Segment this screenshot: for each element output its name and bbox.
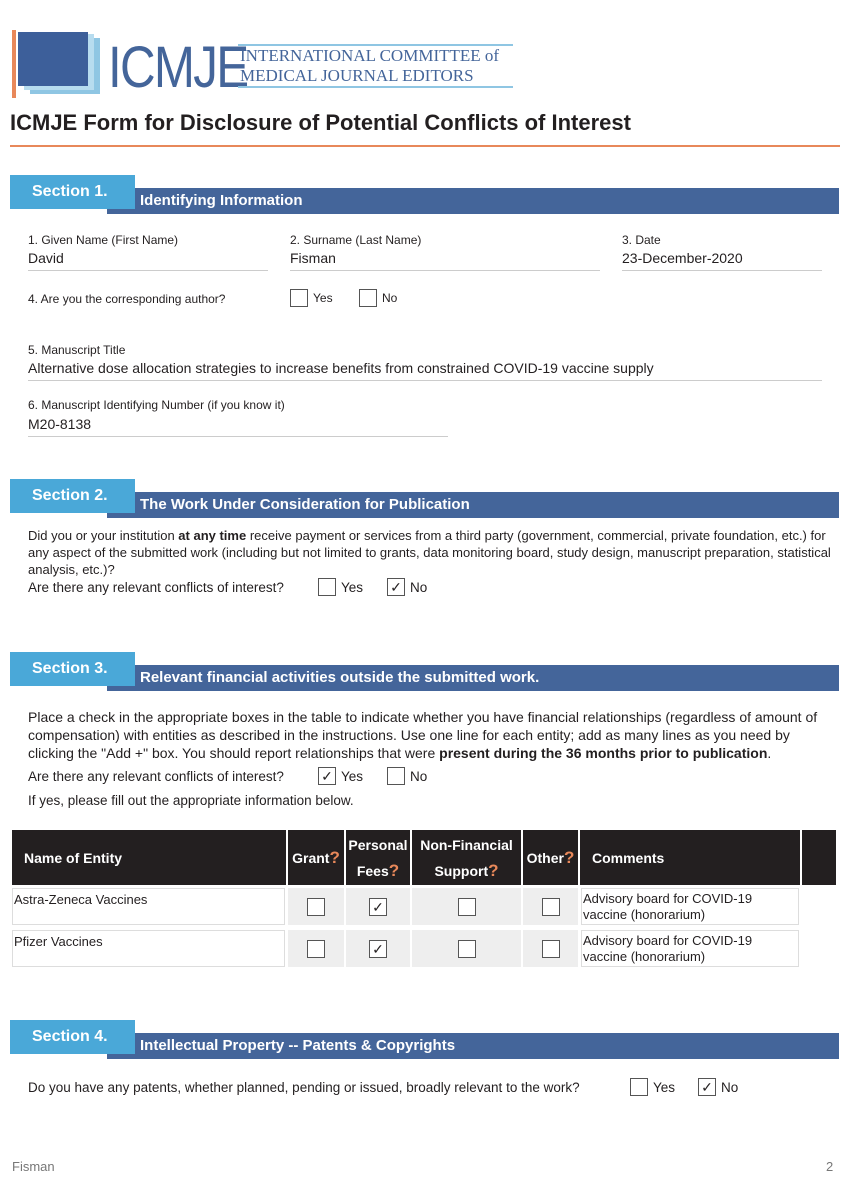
corresponding-no[interactable]: No — [359, 289, 397, 307]
date-field[interactable]: 23-December-2020 — [622, 250, 822, 271]
grant-cell — [288, 888, 344, 925]
corresponding-author-label: 4. Are you the corresponding author? — [28, 292, 226, 306]
nonfin-cell — [412, 888, 521, 925]
header-personal-fees: Personal Fees? — [346, 830, 410, 885]
yes-checkbox[interactable] — [290, 289, 308, 307]
help-icon[interactable]: ? — [563, 847, 575, 867]
surname-field[interactable]: Fisman — [290, 250, 600, 271]
section1-label: Section 1. — [10, 175, 135, 209]
no-checkbox[interactable]: ✓ — [698, 1078, 716, 1096]
given-name-label: 1. Given Name (First Name) — [28, 233, 179, 247]
other-cell — [523, 888, 578, 925]
no-checkbox[interactable]: ✓ — [387, 578, 405, 596]
other-checkbox[interactable] — [542, 940, 560, 958]
nonfin-cell — [412, 930, 521, 967]
section2-description: Did you or your institution at any time receive payment or services from a third party (government, commercial, private foundation, etc.) for any aspect of the submitted work (including but not limited to grants, data monitoring board, study design, manuscript preparation, statistical analysis, etc.)? — [28, 528, 831, 577]
header-extra — [802, 830, 836, 885]
yes-checkbox[interactable] — [318, 578, 336, 596]
section3-heading: Relevant financial activities outside the submitted work. — [107, 665, 839, 691]
given-name-field[interactable]: David — [28, 250, 268, 271]
icmje-logo-globe — [8, 32, 98, 94]
date-label: 3. Date — [622, 233, 661, 247]
section3-no[interactable]: No — [387, 767, 427, 785]
header-comments: Comments — [580, 830, 800, 885]
page-number: 2 — [826, 1159, 834, 1174]
section2-question: Are there any relevant conflicts of interest? — [28, 580, 284, 595]
manuscript-id-label: 6. Manuscript Identifying Number (if you know it) — [28, 398, 285, 412]
section2-yes[interactable]: Yes — [318, 578, 363, 596]
no-checkbox[interactable] — [359, 289, 377, 307]
section2-heading: The Work Under Consideration for Publication — [107, 492, 839, 518]
header-other: Other ? — [523, 830, 578, 885]
fill-instruction: If yes, please fill out the appropriate information below. — [28, 793, 354, 808]
section4-heading: Intellectual Property -- Patents & Copyrights — [107, 1033, 839, 1059]
section4-label: Section 4. — [10, 1020, 135, 1054]
grant-cell — [288, 930, 344, 967]
section4-no[interactable]: ✓ No — [698, 1078, 738, 1096]
section4-yes[interactable]: Yes — [630, 1078, 675, 1096]
footer-name: Fisman — [12, 1159, 55, 1174]
personal-checkbox[interactable]: ✓ — [369, 940, 387, 958]
logo-acronym: ICMJE — [108, 35, 248, 100]
section3-description: Place a check in the appropriate boxes in the table to indicate whether you have financial relationships (regardless of amount of compensation) with entities as described in the instructions. Use one line for each entity; add as many lines as you need by clicking the "Add +" box. You should report relationships that were present during the 36 months prior to publication. — [28, 709, 818, 761]
manuscript-id-field[interactable]: M20-8138 — [28, 416, 448, 437]
help-icon[interactable]: ? — [488, 860, 499, 880]
help-icon[interactable]: ? — [388, 860, 400, 880]
nonfin-checkbox[interactable] — [458, 898, 476, 916]
comments-field[interactable]: Advisory board for COVID-19 vaccine (honorarium) — [581, 930, 799, 967]
personal-checkbox[interactable]: ✓ — [369, 898, 387, 916]
section1-heading: Identifying Information — [107, 188, 839, 214]
title-divider — [10, 145, 840, 147]
logo-subtitle: INTERNATIONAL COMMITTEE of MEDICAL JOURNAL EDITORS — [238, 44, 513, 88]
other-checkbox[interactable] — [542, 898, 560, 916]
yes-checkbox[interactable] — [630, 1078, 648, 1096]
manuscript-title-field[interactable]: Alternative dose allocation strategies to increase benefits from constrained COVID-19 vaccine supply — [28, 360, 822, 381]
entity-name-field[interactable]: Astra-Zeneca Vaccines — [12, 888, 285, 925]
header-grant: Grant ? — [288, 830, 344, 885]
header-non-financial-support: Non-Financial Support? — [412, 830, 521, 885]
grant-checkbox[interactable] — [307, 898, 325, 916]
manuscript-title-label: 5. Manuscript Title — [28, 343, 126, 357]
corresponding-yes[interactable]: Yes — [290, 289, 333, 307]
section4-question: Do you have any patents, whether planned, pending or issued, broadly relevant to the work? — [28, 1080, 580, 1095]
entity-name-field[interactable]: Pfizer Vaccines — [12, 930, 285, 967]
section3-yes[interactable]: ✓ Yes — [318, 767, 363, 785]
section3-question: Are there any relevant conflicts of interest? — [28, 769, 284, 784]
surname-label: 2. Surname (Last Name) — [290, 233, 422, 247]
personal-cell — [346, 930, 410, 967]
grant-checkbox[interactable] — [307, 940, 325, 958]
personal-cell — [346, 888, 410, 925]
other-cell — [523, 930, 578, 967]
header-name-of-entity: Name of Entity — [12, 830, 286, 885]
no-checkbox[interactable] — [387, 767, 405, 785]
yes-checkbox[interactable]: ✓ — [318, 767, 336, 785]
comments-field[interactable]: Advisory board for COVID-19 vaccine (honorarium) — [581, 888, 799, 925]
nonfin-checkbox[interactable] — [458, 940, 476, 958]
section3-label: Section 3. — [10, 652, 135, 686]
section2-label: Section 2. — [10, 479, 135, 513]
section2-no[interactable]: ✓ No — [387, 578, 427, 596]
help-icon[interactable]: ? — [329, 847, 340, 867]
page-title: ICMJE Form for Disclosure of Potential Conflicts of Interest — [10, 110, 631, 135]
